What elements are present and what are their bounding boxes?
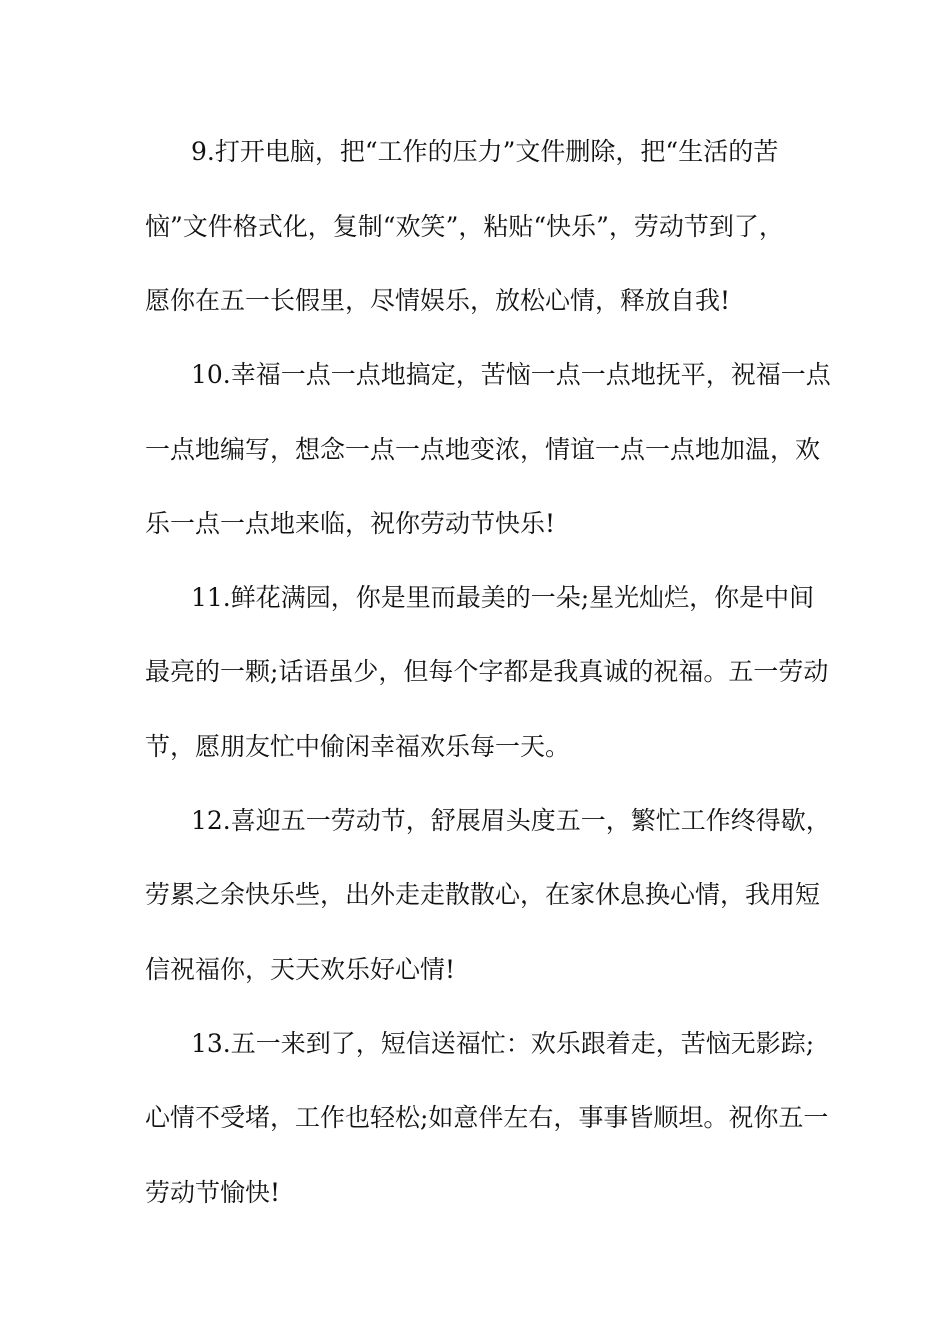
paragraph-12-line-2: 劳累之余快乐些，出外走走散散心，在家休息换心情，我用短 [145,880,821,909]
paragraph-12-line-3: 信祝福你，天天欢乐好心情! [145,955,456,984]
paragraph-11-line-1: 11.鲜花满园，你是里而最美的一朵;星光灿烂，你是中间 [191,583,815,612]
paragraph-10-line-2: 一点地编写，想念一点一点地变浓，情谊一点一点地加温，欢 [145,435,821,464]
paragraph-10-line-3: 乐一点一点地来临，祝你劳动节快乐! [145,509,556,538]
paragraph-12-line-1: 12.喜迎五一劳动节，舒展眉头度五一，繁忙工作终得歇， [191,806,831,835]
paragraph-9-line-2: 恼”文件格式化，复制“欢笑”，粘贴“快乐”，劳动节到了， [145,212,784,241]
paragraph-9-line-1: 9.打开电脑，把“工作的压力”文件删除，把“生活的苦 [191,137,779,166]
paragraph-13-line-2: 心情不受堵，工作也轻松;如意伴左右，事事皆顺坦。祝你五一 [145,1103,829,1132]
paragraph-13-line-3: 劳动节愉快! [145,1178,281,1207]
paragraph-11-line-2: 最亮的一颗;话语虽少，但每个字都是我真诚的祝福。五一劳动 [145,657,829,686]
paragraph-13-line-1: 13.五一来到了，短信送福忙：欢乐跟着走，苦恼无影踪; [191,1029,815,1058]
paragraph-9-line-3: 愿你在五一长假里，尽情娱乐，放松心情，释放自我! [145,286,731,315]
paragraph-10-line-1: 10.幸福一点一点地搞定，苦恼一点一点地抚平，祝福一点 [191,360,831,389]
paragraph-11-line-3: 节，愿朋友忙中偷闲幸福欢乐每一天。 [145,732,571,761]
